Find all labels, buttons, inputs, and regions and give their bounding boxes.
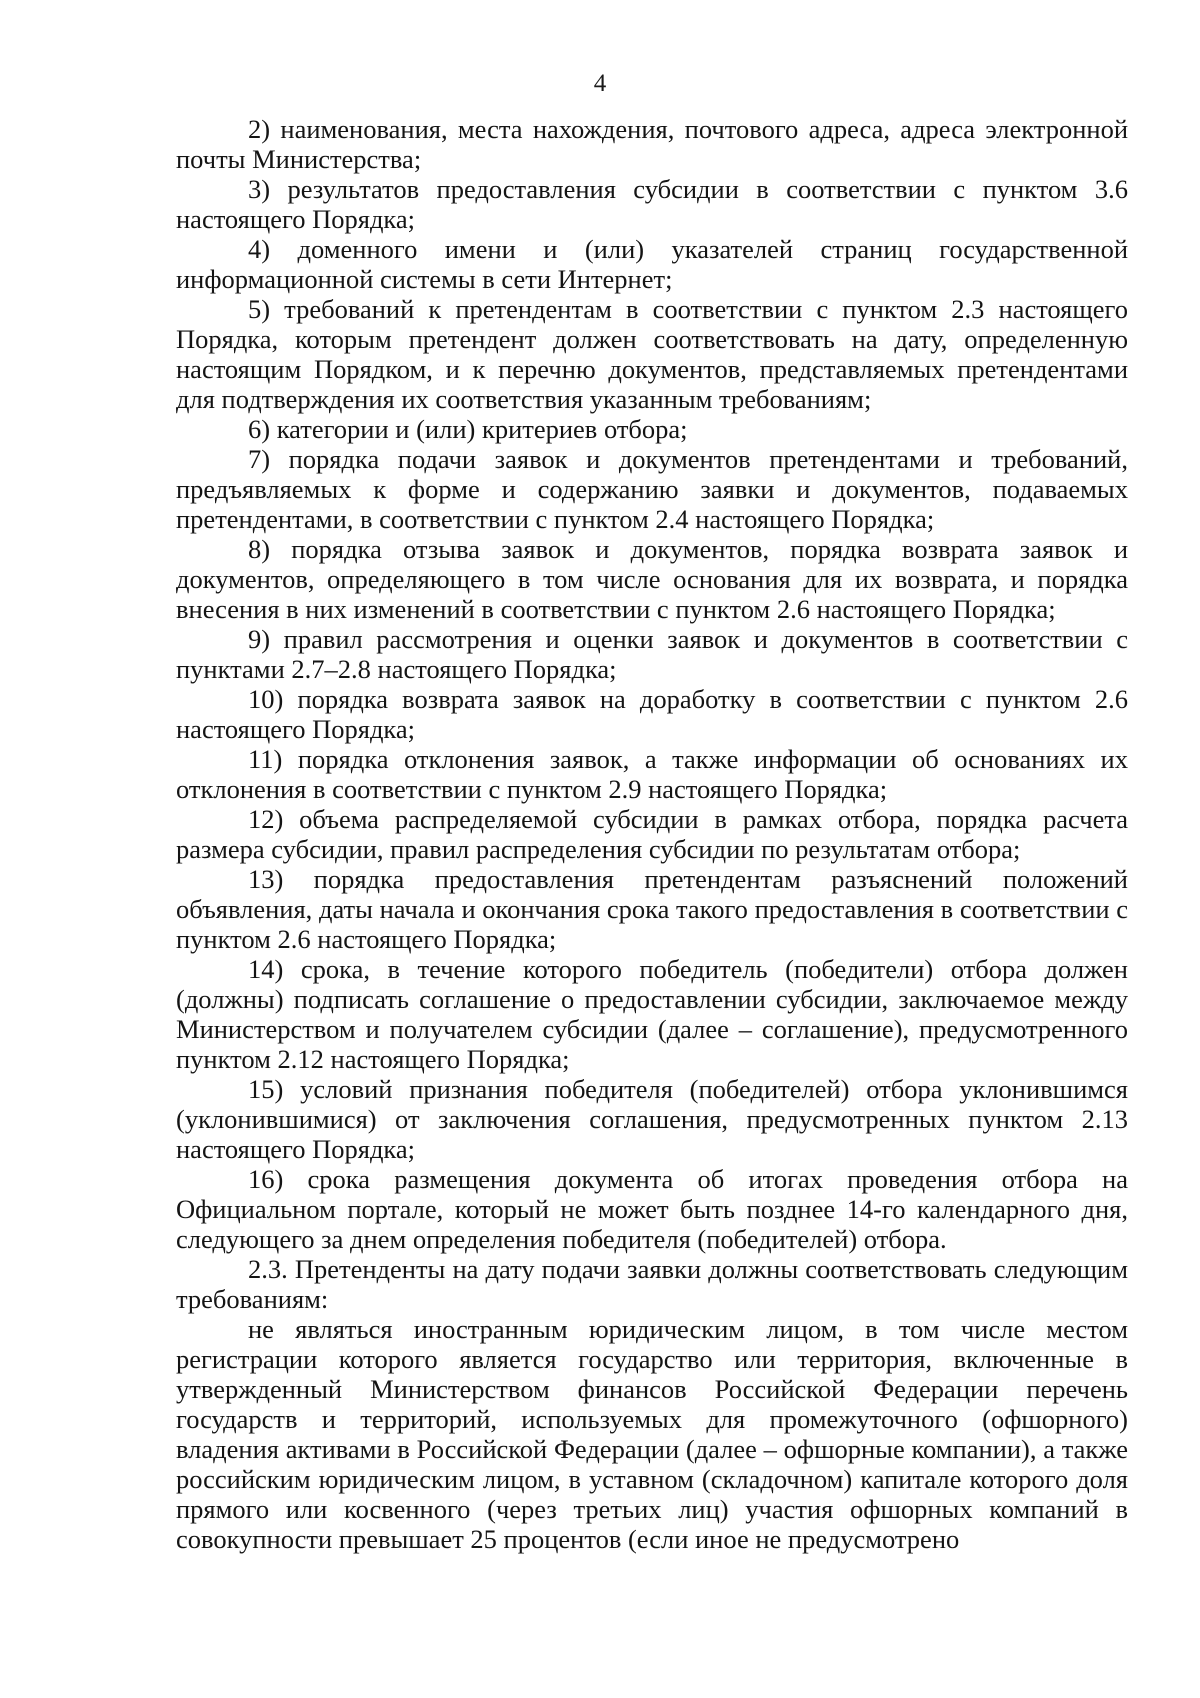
list-item-5: 5) требований к претендентам в соответствии с пунктом 2.3 настоящего Порядка, которым претендент должен соответствовать на дату, определенную настоящим Порядком, и к перечню документов, представляемых претендентами для подтверждения их соответствия указанным требованиям; [176, 294, 1128, 414]
list-item-2: 2) наименования, места нахождения, почтового адреса, адреса электронной почты Министерства; [176, 114, 1128, 174]
page-number: 4 [593, 70, 607, 97]
list-item-10: 10) порядка возврата заявок на доработку в соответствии с пунктом 2.6 настоящего Порядка; [176, 684, 1128, 744]
document-body [176, 114, 1128, 1554]
list-item-16: 16) срока размещения документа об итогах проведения отбора на Официальном портале, который не может быть позднее 14-го календарного дня, следующего за днем определения победителя (победителей) отбора. [176, 1164, 1128, 1254]
list-item-9: 9) правил рассмотрения и оценки заявок и документов в соответствии с пунктами 2.7–2.8 настоящего Порядка; [176, 624, 1128, 684]
list-item-3: 3) результатов предоставления субсидии в соответствии с пунктом 3.6 настоящего Порядка; [176, 174, 1128, 234]
requirement-paragraph: не являться иностранным юридическим лицом, в том числе местом регистрации которого является государство или территория, включенные в утвержденный Министерством финансов Российской Федерации перечень государств и территорий, используемых для промежуточного (офшорного) владения активами в Российской Федерации (далее – офшорные компании), а также российским юридическим лицом, в уставном (складочном) капитале которого доля прямого или косвенного (через третьих лиц) участия офшорных компаний в совокупности превышает 25 процентов (если иное не предусмотрено [176, 1314, 1128, 1554]
list-item-7: 7) порядка подачи заявок и документов претендентами и требований, предъявляемых к форме и содержанию заявки и документов, подаваемых претендентами, в соответствии с пунктом 2.4 настоящего Порядка; [176, 444, 1128, 534]
section-2-3-heading: 2.3. Претенденты на дату подачи заявки должны соответствовать следующим требованиям: [176, 1254, 1128, 1314]
list-item-13: 13) порядка предоставления претендентам разъяснений положений объявления, даты начала и окончания срока такого предоставления в соответствии с пунктом 2.6 настоящего Порядка; [176, 864, 1128, 954]
list-item-6: 6) категории и (или) критериев отбора; [248, 414, 688, 444]
list-item-12: 12) объема распределяемой субсидии в рамках отбора, порядка расчета размера субсидии, правил распределения субсидии по результатам отбора; [176, 804, 1128, 864]
list-item-14: 14) срока, в течение которого победитель (победители) отбора должен (должны) подписать соглашение о предоставлении субсидии, заключаемое между Министерством и получателем субсидии (далее – соглашение), предусмотренного пунктом 2.12 настоящего Порядка; [176, 954, 1128, 1074]
list-item-4: 4) доменного имени и (или) указателей страниц государственной информационной системы в сети Интернет; [176, 234, 1128, 294]
list-item-15: 15) условий признания победителя (победителей) отбора уклонившимся (уклонившимися) от заключения соглашения, предусмотренных пунктом 2.13 настоящего Порядка; [176, 1074, 1128, 1164]
list-item-11: 11) порядка отклонения заявок, а также информации об основаниях их отклонения в соответствии с пунктом 2.9 настоящего Порядка; [176, 744, 1128, 804]
list-item-8: 8) порядка отзыва заявок и документов, порядка возврата заявок и документов, определяющего в том числе основания для их возврата, и порядка внесения в них изменений в соответствии с пунктом 2.6 настоящего Порядка; [176, 534, 1128, 624]
